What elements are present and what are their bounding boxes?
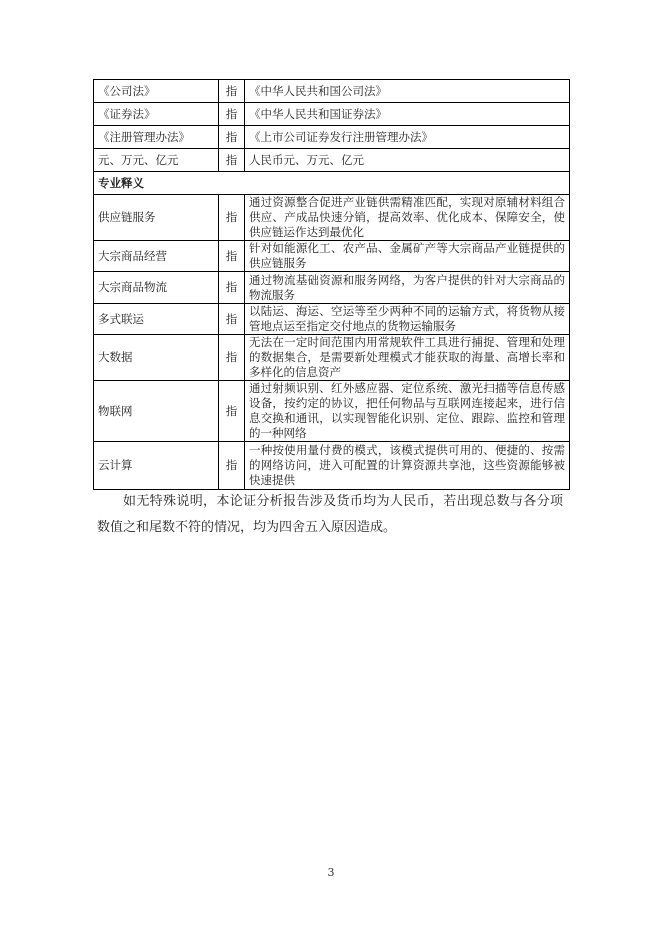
connector-cell: 指 <box>219 149 245 172</box>
table-row <box>94 442 570 490</box>
connector-cell: 指 <box>219 304 245 335</box>
definition-cell: 通过资源整合促进产业链供需精准匹配，实现对原辅材料组合供应、产成品快速分销，提高效率、优化成本、保障安全，使供应链运作达到最优化 <box>245 195 570 241</box>
definition-cell: 人民币元、万元、亿元 <box>245 149 570 172</box>
term-cell: 多式联运 <box>94 304 219 335</box>
definitions-table <box>93 79 570 490</box>
definition-cell: 一种按使用量付费的模式，该模式提供可用的、便捷的、按需的网络访问，进入可配置的计算资源共享池，这些资源能够被快速提供 <box>245 442 570 490</box>
connector-cell: 指 <box>219 442 245 490</box>
term-cell: 元、万元、亿元 <box>94 149 219 172</box>
table-row <box>94 80 570 103</box>
definition-cell: 《中华人民共和国证券法》 <box>245 103 570 126</box>
connector-cell: 指 <box>219 126 245 149</box>
definition-cell: 《上市公司证券发行注册管理办法》 <box>245 126 570 149</box>
term-cell: 供应链服务 <box>94 195 219 241</box>
term-cell: 云计算 <box>94 442 219 490</box>
connector-cell: 指 <box>219 103 245 126</box>
term-cell: 《注册管理办法》 <box>94 126 219 149</box>
definition-cell: 通过射频识别、红外感应器、定位系统、激光扫描等信息传感设备，按约定的协议，把任何物品与互联网连接起来，进行信息交换和通讯，以实现智能化识别、定位、跟踪、监控和管理的一种网络 <box>245 381 570 442</box>
term-cell: 大宗商品物流 <box>94 272 219 304</box>
table-row <box>94 304 570 335</box>
table-row <box>94 103 570 126</box>
table-row <box>94 195 570 241</box>
term-cell: 《公司法》 <box>94 80 219 103</box>
connector-cell: 指 <box>219 381 245 442</box>
section-heading-row <box>94 172 570 195</box>
page-number: 3 <box>327 866 335 879</box>
table-row <box>94 335 570 381</box>
definition-cell: 《中华人民共和国公司法》 <box>245 80 570 103</box>
connector-cell: 指 <box>219 80 245 103</box>
section-heading: 专业释义 <box>94 172 570 195</box>
definition-cell: 以陆运、海运、空运等至少两种不同的运输方式，将货物从接管地点运至指定交付地点的货物运输服务 <box>245 304 570 335</box>
connector-cell: 指 <box>219 335 245 381</box>
table-row <box>94 381 570 442</box>
term-cell: 物联网 <box>94 381 219 442</box>
definition-cell: 针对如能源化工、农产品、金属矿产等大宗商品产业链提供的供应链服务 <box>245 241 570 272</box>
table-row <box>94 241 570 272</box>
table-row <box>94 149 570 172</box>
currency-note-paragraph: 如无特殊说明，本论证分析报告涉及货币均为人民币，若出现总数与各分项数值之和尾数不符的情况，均为四舍五入原因造成。 <box>97 494 563 535</box>
table-row <box>94 272 570 304</box>
definition-cell: 无法在一定时间范围内用常规软件工具进行捕捉、管理和处理的数据集合，是需要新处理模式才能获取的海量、高增长率和多样化的信息资产 <box>245 335 570 381</box>
table-row <box>94 126 570 149</box>
connector-cell: 指 <box>219 272 245 304</box>
term-cell: 《证券法》 <box>94 103 219 126</box>
term-cell: 大宗商品经营 <box>94 241 219 272</box>
definition-cell: 通过物流基础资源和服务网络，为客户提供的针对大宗商品的物流服务 <box>245 272 570 304</box>
term-cell: 大数据 <box>94 335 219 381</box>
connector-cell: 指 <box>219 241 245 272</box>
connector-cell: 指 <box>219 195 245 241</box>
